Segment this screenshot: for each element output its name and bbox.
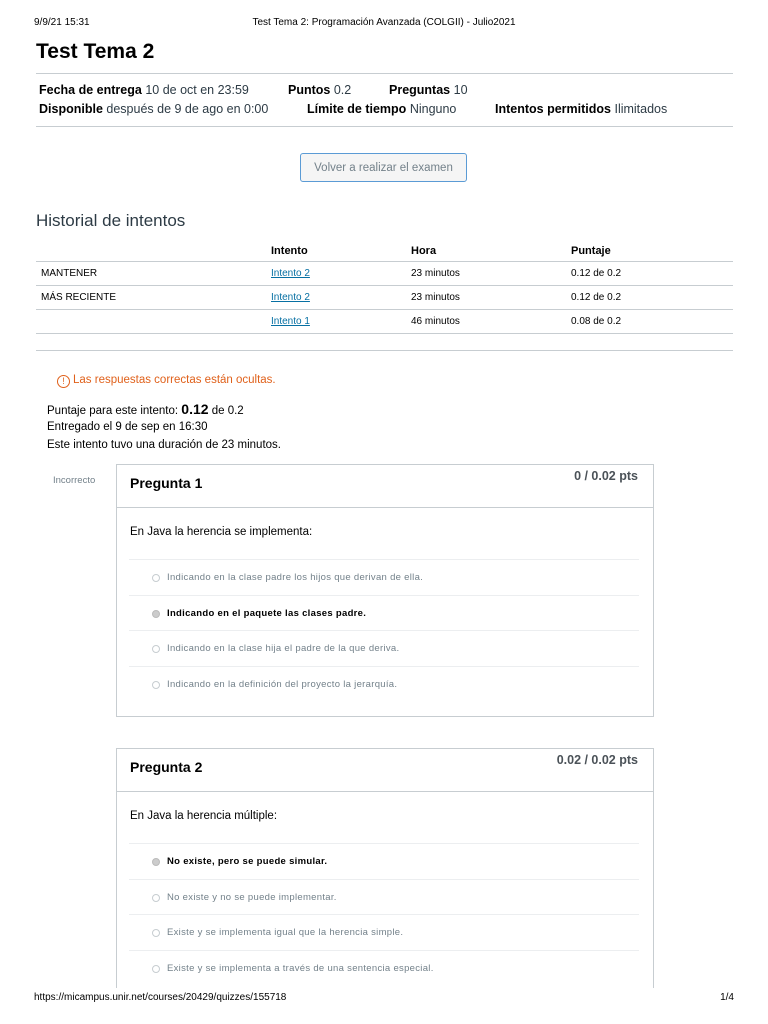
print-url: https://micampus.unir.net/courses/20429/quizzes/155718 [34,992,287,1003]
question-title: Pregunta 2 [130,759,203,775]
row-time: 23 minutos [411,262,571,286]
due-date-value: 10 de oct en 23:59 [145,83,249,97]
questions-label: Preguntas [389,83,451,97]
attempts-allowed-label: Intentos permitidos [495,102,611,116]
quiz-details [36,73,733,127]
submitted-info: Entregado el 9 de sep en 16:30 [47,421,208,433]
answer-text: No existe, pero se puede simular. [167,856,328,867]
page-title: Test Tema 2 [36,40,155,63]
radio-checked-icon [152,610,160,618]
row-time: 46 minutos [411,310,571,334]
attempts-allowed-field [495,102,667,116]
score-suffix: de 0.2 [211,405,244,417]
radio-icon [152,681,160,689]
radio-icon [152,574,160,582]
row-label: MÁS RECIENTE [36,286,271,310]
due-date-label: Fecha de entrega [39,83,142,97]
row-score: 0.12 de 0.2 [571,262,733,286]
answer-option-selected[interactable] [129,595,639,631]
questions-field [389,83,468,97]
points-label: Puntos [288,83,331,97]
available-field [39,102,268,116]
warning-icon: ! [57,375,70,388]
radio-icon [152,894,160,902]
question-header [117,749,653,792]
question-card-1 [116,464,654,717]
warning-text: Las respuestas correctas están ocultas. [73,374,276,386]
radio-icon [152,645,160,653]
duration-info: Este intento tuvo una duración de 23 minutos. [47,439,281,451]
attempt-history-table [36,241,733,334]
print-date: 9/9/21 15:31 [34,17,90,28]
row-score: 0.08 de 0.2 [571,310,733,334]
score-value: 0.12 [181,401,209,417]
answer-option-selected[interactable] [129,843,639,879]
question-text: En Java la herencia múltiple: [130,810,278,822]
question-text: En Java la herencia se implementa: [130,526,313,538]
answer-text: Indicando en la clase hija el padre de la que deriva. [167,643,400,654]
points-field [288,83,351,97]
question-points: 0.02 / 0.02 pts [556,753,638,767]
attempt-score [47,401,244,417]
question-title: Pregunta 1 [130,475,203,491]
points-value: 0.2 [333,83,352,97]
col-score-header: Puntaje [571,241,733,262]
row-time: 23 minutos [411,286,571,310]
time-limit-label: Límite de tiempo [307,102,407,116]
table-row [36,286,733,310]
hidden-answers-warning [57,374,276,388]
answer-option[interactable] [129,630,639,666]
attempt-link[interactable]: Intento 1 [271,316,310,327]
answer-text: Indicando en el paquete las clases padre. [167,608,367,619]
answer-text: Existe y se implementa a través de una sentencia especial. [167,963,434,974]
radio-checked-icon [152,858,160,866]
attempt-link[interactable]: Intento 2 [271,268,310,279]
print-doc-title: Test Tema 2: Programación Avanzada (COLGII) - Julio2021 [252,17,516,28]
col-label-header [36,241,271,262]
table-row [36,262,733,286]
question-points: 0 / 0.02 pts [574,469,638,483]
attempt-history-title: Historial de intentos [36,211,186,230]
score-prefix: Puntaje para este intento: [47,405,179,417]
col-time-header: Hora [411,241,571,262]
time-limit-value: Ninguno [409,102,457,116]
question-header [117,465,653,508]
row-label: MANTENER [36,262,271,286]
radio-icon [152,965,160,973]
time-limit-field [307,102,456,116]
answer-text: Indicando en la definición del proyecto la jerarquía. [167,679,398,690]
question-card-2 [116,748,654,988]
available-label: Disponible [39,102,103,116]
attempts-allowed-value: Ilimitados [614,102,668,116]
attempt-link[interactable]: Intento 2 [271,292,310,303]
divider [36,350,733,351]
answer-text: No existe y no se puede implementar. [167,892,337,903]
question-status: Incorrecto [53,475,96,486]
col-attempt-header: Intento [271,241,411,262]
due-date-field [39,83,249,97]
print-page-number: 1/4 [720,992,734,1003]
radio-icon [152,929,160,937]
answer-text: Indicando en la clase padre los hijos que derivan de ella. [167,572,424,583]
answer-option[interactable] [129,666,639,702]
questions-value: 10 [453,83,468,97]
answer-option[interactable] [129,950,639,986]
answer-option[interactable] [129,914,639,950]
answer-text: Existe y se implementa igual que la herencia simple. [167,927,404,938]
table-row [36,310,733,334]
answer-option[interactable] [129,559,639,595]
row-label [36,310,271,334]
answer-option[interactable] [129,879,639,915]
row-score: 0.12 de 0.2 [571,286,733,310]
table-header-row [36,241,733,262]
available-value: después de 9 de ago en 0:00 [106,102,269,116]
retake-quiz-button[interactable]: Volver a realizar el examen [300,153,467,182]
